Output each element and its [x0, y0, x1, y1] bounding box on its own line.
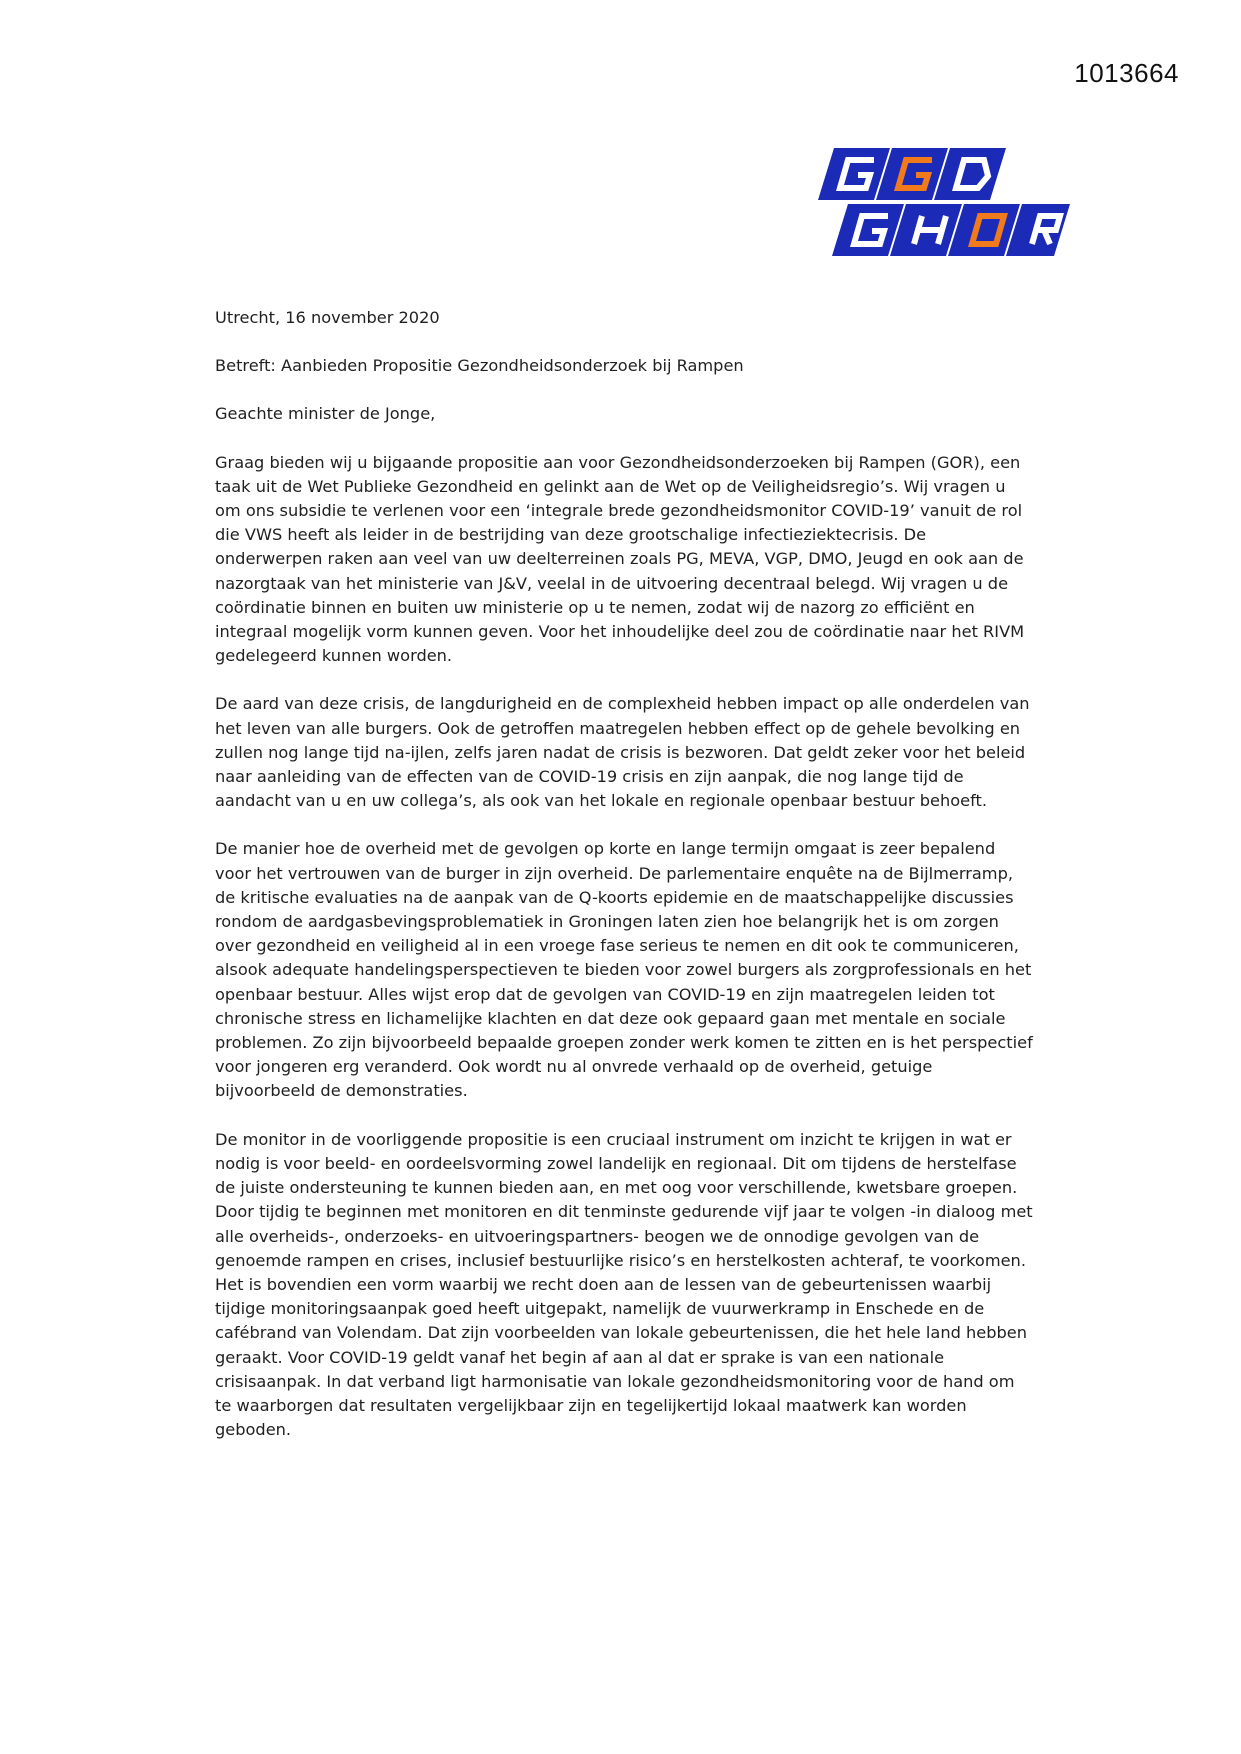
subject-line: Betreft: Aanbieden Propositie Gezondheidsonderzoek bij Rampen: [215, 356, 744, 376]
salutation: Geachte minister de Jonge,: [215, 404, 436, 424]
ggd-ghor-logo: [818, 148, 1070, 260]
paragraph-1: Graag bieden wij u bijgaande propositie aan voor Gezondheidsonderzoeken bij Rampen (GOR), een taak uit de Wet Publieke Gezondheid en gelinkt aan de Wet op de Veiligheidsregio’s. Wij vragen u om ons subsidie te verlenen voor een ‘integrale brede gezondheidsmonitor COVID-19’ vanuit de rol die VWS heeft als leider in de bestrijding van deze grootschalige infectieziektecrisis. De onderwerpen raken aan veel van uw deelterreinen zoals PG, MEVA, VGP, DMO, Jeugd en ook aan de nazorgtaak van het ministerie van J&V, veelal in de uitvoering decentraal belegd. Wij vragen u de coördinatie binnen en buiten uw ministerie op u te nemen, zodat wij de nazorg zo efficiënt en integraal mogelijk vorm kunnen geven. Voor het inhoudelijke deel zou de coördinatie naar het RIVM gedelegeerd kunnen worden.: [215, 452, 1025, 666]
paragraph-2: De aard van deze crisis, de langdurigheid en de complexheid hebben impact op alle onderdelen van het leven van alle burgers. Ook de getroffen maatregelen hebben effect op de gehele bevolking en zullen nog lange tijd na-ijlen, zelfs jaren nadat de crisis is bezworen. Dat geldt zeker voor het beleid naar aanleiding van de effecten van de COVID-19 crisis en zijn aanpak, die nog lange tijd de aandacht van u en uw collega’s, als ook van het lokale en regionale openbaar bestuur behoeft.: [215, 694, 1030, 811]
logo-row-ggd: [818, 148, 1006, 200]
place-date: Utrecht, 16 november 2020: [215, 308, 440, 327]
logo-row-ghor: [832, 204, 1070, 256]
document-id-number: 1013664: [1074, 58, 1179, 88]
paragraph-4: De monitor in de voorliggende propositie is een cruciaal instrument om inzicht te krijgen in wat er nodig is voor beeld- en oordeelsvorming zowel landelijk en regionaal. Dit om tijdens de herstelfase de juiste ondersteuning te kunnen bieden aan, en met oog voor verschillende, kwetsbare groepen. Door tijdig te beginnen met monitoren en dit tenminste gedurende vijf jaar te volgen -in dialoog met alle overheids-, onderzoeks- en uitvoeringspartners- beogen we de onnodige gevolgen van de genoemde rampen en crises, inclusief bestuurlijke risico’s en herstelkosten achteraf, te voorkomen. Het is bovendien een vorm waarbij we recht doen aan de lessen van de gebeurtenissen waarbij tijdige monitoringsaanpak goed heeft uitgepakt, namelijk de vuurwerkramp in Enschede en de cafébrand van Volendam. Dat zijn voorbeelden van lokale gebeurtenissen, die het hele land hebben geraakt. Voor COVID-19 geldt vanaf het begin af aan al dat er sprake is van een nationale crisisaanpak. In dat verband ligt harmonisatie van lokale gezondheidsmonitoring voor de hand om te waarborgen dat resultaten vergelijkbaar zijn en tegelijkertijd lokaal maatwerk kan worden geboden.: [215, 1129, 1033, 1440]
paragraph-3: De manier hoe de overheid met de gevolgen op korte en lange termijn omgaat is zeer bepalend voor het vertrouwen van de burger in zijn overheid. De parlementaire enquête na de Bijlmerramp, de kritische evaluaties na de aanpak van de Q-koorts epidemie en de maatschappelijke discussies rondom de aardgasbevingsproblematiek in Groningen laten zien hoe belangrijk het is om zorgen over gezondheid en veiligheid al in een vroege fase serieus te nemen en dit ook te communiceren, alsook adequate handelingsperspectieven te bieden voor zowel burgers als zorgprofessionals en het openbaar bestuur. Alles wijst erop dat de gevolgen van COVID-19 en zijn maatregelen leiden tot chronische stress en lichamelijke klachten en dat deze ook gepaard gaan met mentale en sociale problemen. Zo zijn bijvoorbeeld bepaalde groepen zonder werk komen te zitten en is het perspectief voor jongeren erg veranderd. Ook wordt nu al onvrede verhaald op de overheid, getuige bijvoorbeeld de demonstraties.: [215, 839, 1033, 1101]
letter-body: [215, 306, 1033, 1466]
